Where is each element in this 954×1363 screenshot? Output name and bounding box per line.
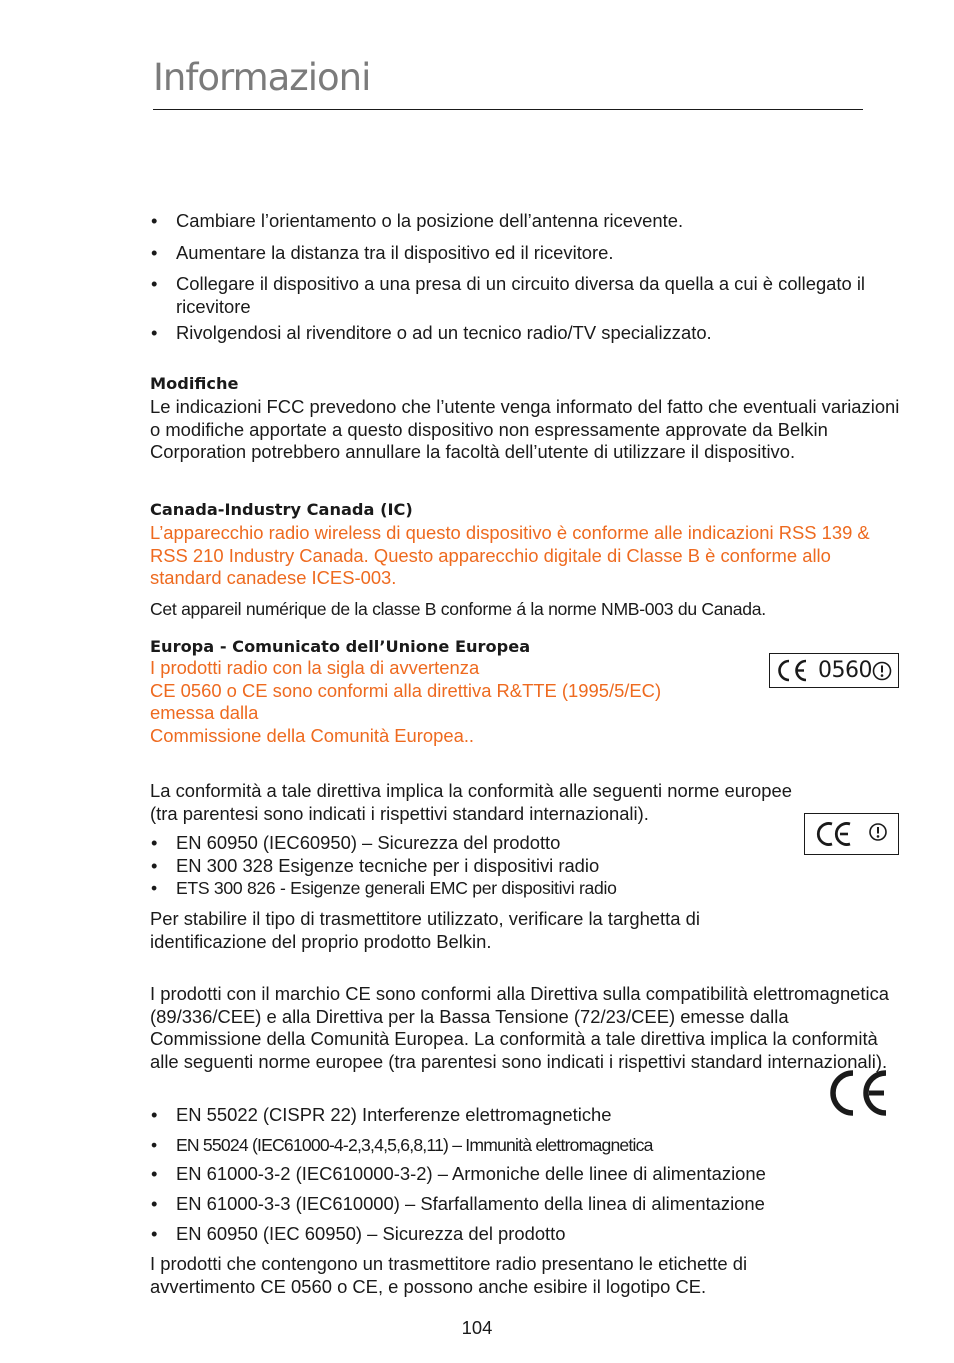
europa-rtte-text [150, 657, 750, 748]
europa-line: emessa dalla [150, 702, 259, 724]
europa-line: Commissione della Comunità Europea.. [150, 725, 475, 747]
list-item: • ETS 300 826 - Esigenze generali EMC per dispositivi radio [150, 877, 910, 900]
list-item: • EN 61000-3-2 (IEC610000-3-2) – Armoniche delle linee di alimentazione [150, 1163, 910, 1186]
canada-french-text: Cet appareil numérique de la classe B conforme á la norme NMB-003 du Canada. [150, 599, 766, 619]
remedy-list [150, 210, 910, 345]
canada-text: L’apparecchio radio wireless di questo dispositivo è conforme alle indicazioni RSS 139 & RSS 210 Industry Canada. Questo apparecchio digitale di Classe B è conforme allo standard canadese ICES-003. [150, 522, 870, 589]
page-number: 104 [461, 1317, 493, 1338]
canada-heading: Canada-Industry Canada (IC) [150, 500, 413, 519]
list-item: • Aumentare la distanza tra il dispositivo ed il ricevitore. [150, 242, 910, 265]
page-title: Informazioni [153, 56, 371, 99]
list-item: • EN 60950 (IEC 60950) – Sicurezza del prodotto [150, 1223, 910, 1246]
list-item: • EN 60950 (IEC60950) – Sicurezza del prodotto [150, 832, 910, 855]
rtte-norms-list [150, 832, 910, 900]
ce-0560-mark [769, 653, 899, 688]
ce-norms-list [150, 1104, 910, 1246]
list-item: • Cambiare l’orientamento o la posizione dell’antenna ricevente. [150, 210, 910, 233]
list-item: • EN 300 328 Esigenze tecniche per i dispositivi radio [150, 855, 910, 878]
list-item: • EN 61000-3-3 (IEC610000) – Sfarfallamento della linea di alimentazione [150, 1193, 910, 1216]
conformity-text: La conformità a tale direttiva implica la conformità alle seguenti norme europee (tra parentesi sono indicati i rispettivi standard internazionali). [150, 780, 792, 824]
list-item: • EN 55024 (IEC61000-4-2,3,4,5,6,8,11) – Immunità elettromagnetica [150, 1134, 910, 1157]
alert-icon [872, 661, 892, 681]
europa-line: CE 0560 o CE sono conformi alla direttiva R&TTE (1995/5/EC) [150, 679, 662, 701]
modifiche-heading: Modifiche [150, 374, 239, 393]
ce-mark-number: 0560 [818, 658, 872, 683]
ce-products-text: I prodotti con il marchio CE sono conformi alla Direttiva sulla compatibilità elettromagnetica (89/336/CEE) e alla Direttiva per la Bassa Tensione (72/23/CEE) emesse dalla Commissione della Comunità Europea. La conformità a tale direttiva implica la conformità alle seguenti norme europee (tra parentesi sono indicati i rispettivi standard internazionali). [150, 983, 890, 1073]
identify-text: Per stabilire il tipo di trasmettitore utilizzato, verificare la targhetta di identificazione del proprio prodotto Belkin. [150, 908, 700, 952]
list-item: • EN 55022 (CISPR 22) Interferenze elettromagnetiche [150, 1104, 910, 1127]
closing-text: I prodotti che contengono un trasmettitore radio presentano le etichette di avvertimento CE 0560 o CE, e possono anche esibire il logotipo CE. [150, 1253, 748, 1297]
europa-line: I prodotti radio con la sigla di avvertenza [150, 657, 480, 678]
europa-heading: Europa - Comunicato dell’Unione Europea [150, 637, 531, 656]
list-item: • Collegare il dispositivo a una presa di un circuito diversa da quella a cui è collegato il ricevitore [150, 273, 876, 318]
modifiche-text: Le indicazioni FCC prevedono che l’utente venga informato del fatto che eventuali variazioni o modifiche apportate a questo dispositivo non espressamente approvate da Belkin Corporation potrebbero annullare la facoltà dell’utente di utilizzare il dispositivo. [150, 396, 900, 463]
title-divider [153, 109, 863, 110]
list-item: • Rivolgendosi al rivenditore o ad un tecnico radio/TV specializzato. [150, 322, 910, 345]
